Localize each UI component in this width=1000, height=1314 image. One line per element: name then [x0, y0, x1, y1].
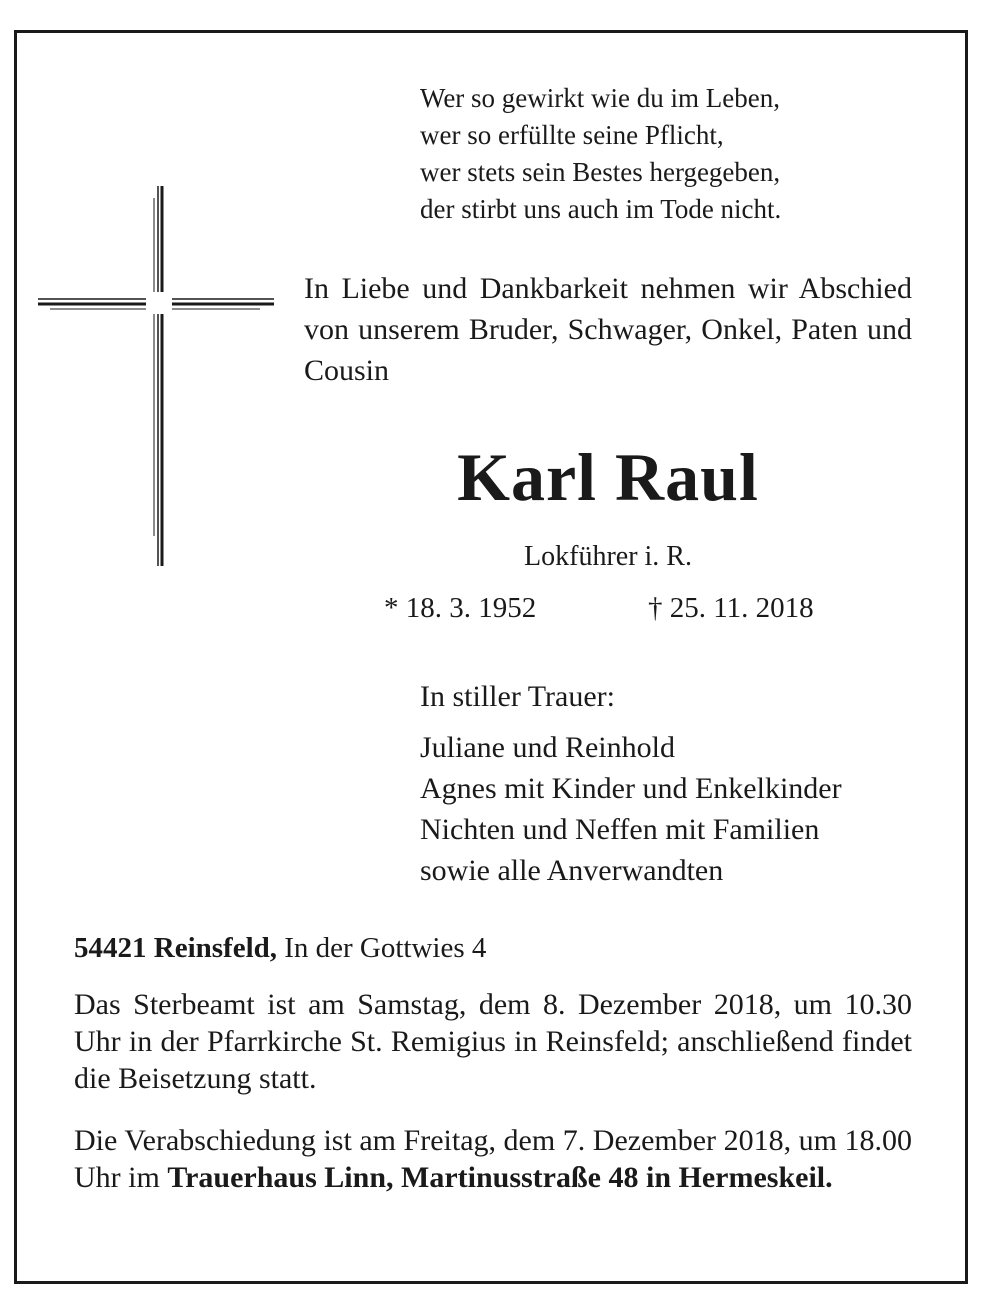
poem-line: wer stets sein Bestes hergegeben, — [420, 157, 781, 187]
poem — [420, 80, 781, 228]
intro-text: In Liebe und Dankbarkeit nehmen wir Abschied von unserem Bruder, Schwager, Onkel, Paten und Cousin — [304, 272, 912, 387]
occupation: Lokführer i. R. — [524, 541, 692, 572]
address-street: In der Gottwies 4 — [284, 932, 487, 964]
poem-line: wer so erfüllte seine Pflicht, — [420, 120, 724, 150]
farewell-location: Trauerhaus Linn, Martinusstraße 48 in Hermeskeil. — [167, 1161, 833, 1194]
mourners-block — [420, 676, 842, 891]
mourners-title: In stiller Trauer: — [420, 680, 615, 713]
address-city: 54421 Reinsfeld, — [74, 932, 277, 964]
mourner-line: Juliane und Reinhold — [420, 731, 675, 764]
mourner-line: sowie alle Anverwandten — [420, 854, 724, 887]
birth-date: * 18. 3. 1952 — [384, 592, 537, 624]
mourner-line: Nichten und Neffen mit Familien — [420, 813, 820, 846]
cross-icon — [38, 186, 274, 566]
deceased-name: Karl Raul — [457, 439, 759, 515]
poem-line: Wer so gewirkt wie du im Leben, — [420, 83, 780, 113]
funeral-info: Das Sterbeamt ist am Samstag, dem 8. Dezember 2018, um 10.30 Uhr in der Pfarrkirche St. Remigius in Reinsfeld; anschließend findet die Beisetzung statt. — [74, 988, 912, 1095]
mourner-line: Agnes mit Kinder und Enkelkinder — [420, 772, 842, 805]
farewell-text: Die Verabschiedung ist am Freitag, dem 7. Dezember 2018, um 18.00 Uhr im — [74, 1124, 912, 1194]
poem-line: der stirbt uns auch im Tode nicht. — [420, 194, 782, 224]
farewell-info — [74, 1122, 912, 1196]
address — [74, 932, 486, 965]
death-date: † 25. 11. 2018 — [648, 592, 814, 624]
